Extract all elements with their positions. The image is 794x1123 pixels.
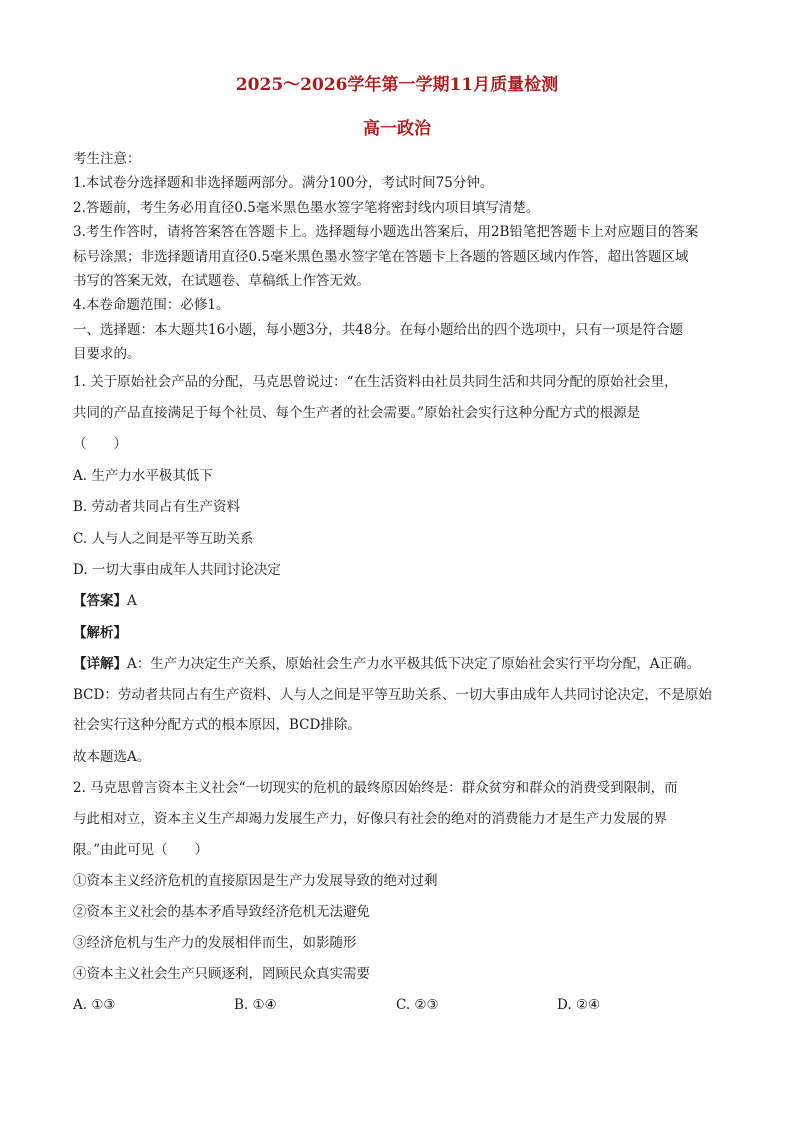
analysis-line [73, 624, 127, 642]
detail-text: A：生产力决定生产关系，原始社会生产力水平极其低下决定了原始社会实行平均分配，A正确。 [127, 656, 700, 672]
detail-label: 【详解】 [73, 656, 127, 672]
option-b: B. ①④ [234, 997, 277, 1013]
notice-item: 2.答题前，考生务必用直径0.5毫米黑色墨水签字笔将密封线内项目填写清楚。 [73, 200, 540, 216]
answer-line [73, 592, 137, 610]
option-b: B. 劳动者共同占有生产资料 [73, 499, 241, 515]
statement-item: ③经济危机与生产力的发展相伴而生，如影随形 [73, 935, 357, 951]
notice-item: 书写的答案无效，在试题卷、草稿纸上作答无效。 [73, 273, 370, 289]
question-stem: 共同的产品直接满足于每个社员、每个生产者的社会需要。”原始社会实行这种分配方式的根源是 [73, 405, 641, 421]
option-d: D. ②④ [557, 997, 601, 1013]
detail-text: 社会实行这种分配方式的根本原因，BCD排除。 [73, 717, 361, 733]
notice-item: 1.本试卷分选择题和非选择题两部分。满分100分，考试时间75分钟。 [73, 175, 494, 191]
notice-item: 标号涂黑；非选择题请用直径0.5毫米黑色墨水签字笔在答题卡上各题的答题区域内作答，超出答题区域 [73, 249, 689, 265]
analysis-label: 【解析】 [73, 625, 127, 641]
detail-text: BCD：劳动者共同占有生产资料、人与人之间是平等互助关系、一切大事由成年人共同讨论决定，不是原始 [73, 687, 712, 703]
question-stem: 1. 关于原始社会产品的分配，马克思曾说过：“在生活资料由社员共同生活和共同分配的原始社会里， [73, 374, 678, 390]
question-stem: 2. 马克思曾言资本主义社会“一切现实的危机的最终原因始终是：群众贫穷和群众的消费受到限制，而 [73, 780, 678, 796]
option-a: A. 生产力水平极其低下 [73, 468, 213, 484]
question-stem: （ ） [73, 436, 127, 452]
section-heading: 一、选择题：本大题共16小题，每小题3分，共48分。在每小题给出的四个选项中，只有一项是符合题 [73, 322, 683, 338]
notice-item: 4.本卷命题范围：必修1。 [73, 297, 230, 313]
exam-title: 2025～2026学年第一学期11月质量检测 [235, 75, 559, 95]
statement-item: ①资本主义经济危机的直接原因是生产力发展导致的绝对过剩 [73, 873, 438, 889]
question-stem: 限。”由此可见（ ） [73, 842, 209, 858]
detail-text: 故本题选A。 [73, 749, 151, 765]
option-d: D. 一切大事由成年人共同讨论决定 [73, 562, 281, 578]
notice-heading: 考生注意： [73, 151, 141, 167]
section-heading: 目要求的。 [73, 346, 141, 362]
option-c: C. 人与人之间是平等互助关系 [73, 531, 254, 547]
detail-line [73, 655, 700, 673]
notice-item: 3.考生作答时，请将答案答在答题卡上。选择题每小题选出答案后，用2B铅笔把答题卡上对应题目的答案 [73, 224, 699, 240]
question-stem: 与此相对立，资本主义生产却竭力发展生产力，好像只有社会的绝对的消费能力才是生产力发展的界 [73, 811, 667, 827]
option-c: C. ②③ [396, 997, 439, 1013]
statement-item: ④资本主义社会生产只顾逐利，罔顾民众真实需要 [73, 966, 370, 982]
statement-item: ②资本主义社会的基本矛盾导致经济危机无法避免 [73, 904, 370, 920]
answer-label: 【答案】 [73, 593, 127, 609]
answer-value: A [127, 593, 137, 609]
exam-subject: 高一政治 [363, 119, 431, 139]
option-a: A. ①③ [73, 997, 116, 1013]
